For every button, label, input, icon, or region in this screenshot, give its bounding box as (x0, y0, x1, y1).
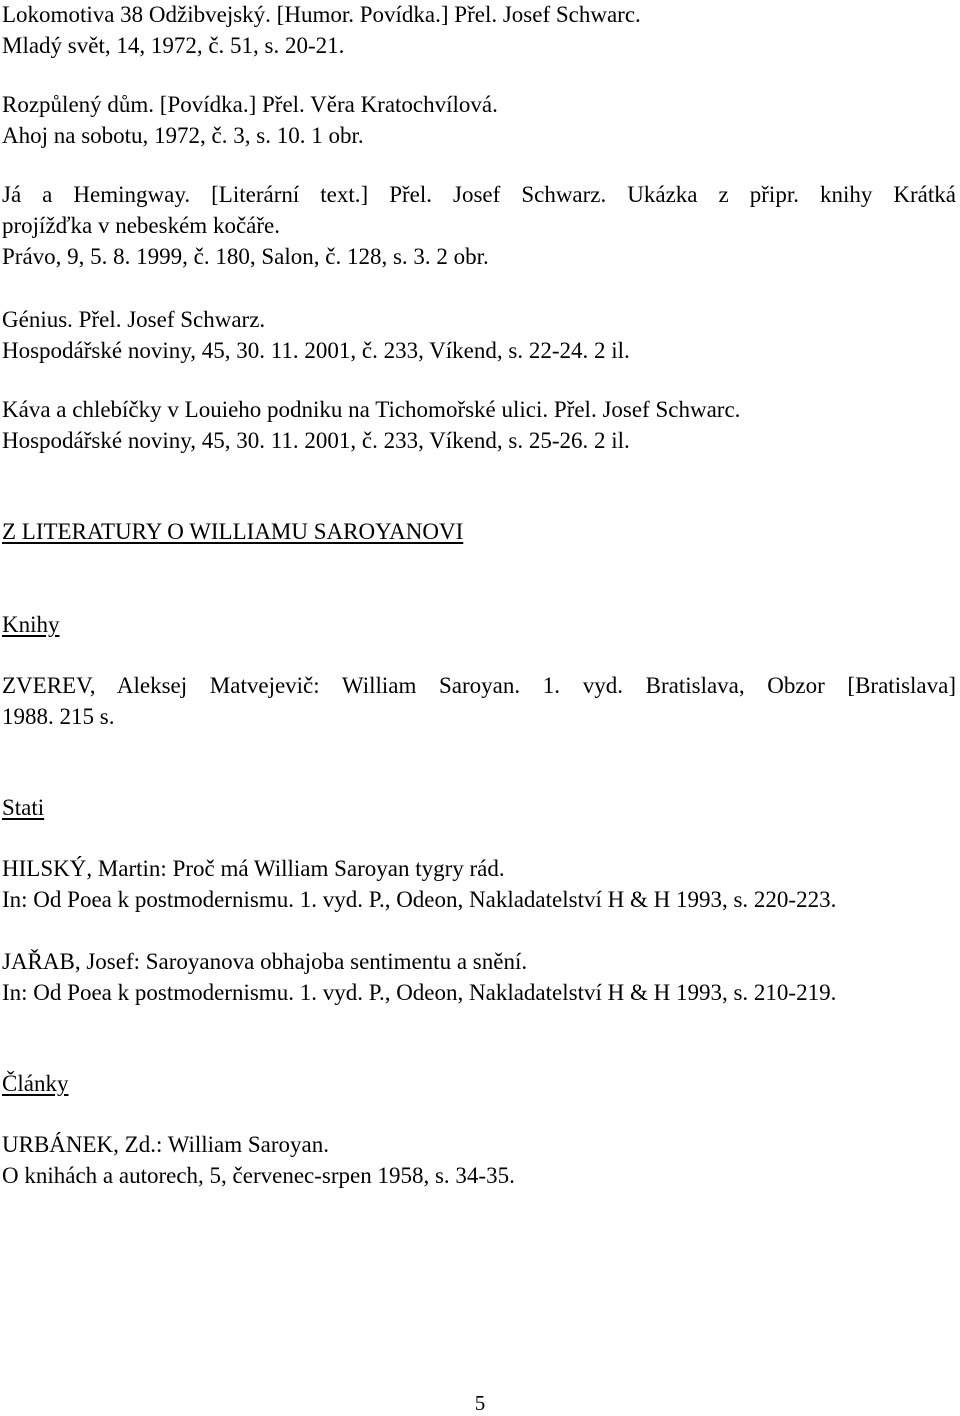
entry-line: O knihách a autorech, 5, červenec-srpen 1958, s. 34-35. (2, 1163, 515, 1188)
entry-line: Já a Hemingway. [Literární text.] Přel. Josef Schwarz. Ukázka z připr. knihy Krátká (2, 182, 956, 207)
entry-line: ZVEREV, Aleksej Matvejevič: William Saroyan. 1. vyd. Bratislava, Obzor [Bratislava] (2, 673, 956, 698)
entry-line: In: Od Poea k postmodernismu. 1. vyd. P., Odeon, Nakladatelství H & H 1993, s. 220-223. (2, 887, 837, 912)
entry-line: URBÁNEK, Zd.: William Saroyan. (2, 1132, 330, 1157)
entry-line: JAŘAB, Josef: Saroyanova obhajoba sentimentu a snění. (2, 949, 528, 974)
entry-line: projížďka v nebeském kočáře. (2, 213, 280, 238)
entry-line: Právo, 9, 5. 8. 1999, č. 180, Salon, č. 128, s. 3. 2 obr. (2, 244, 489, 269)
books-heading: Knihy (2, 612, 60, 637)
entry-line: Génius. Přel. Josef Schwarz. (2, 307, 266, 332)
entry-line: Mladý svět, 14, 1972, č. 51, s. 20-21. (2, 33, 345, 58)
articles-heading: Články (2, 1071, 69, 1096)
page-number: 5 (474, 1391, 486, 1415)
entry-line: 1988. 215 s. (2, 704, 115, 729)
entry-line: In: Od Poea k postmodernismu. 1. vyd. P., Odeon, Nakladatelství H & H 1993, s. 210-219. (2, 980, 837, 1005)
essays-heading: Stati (2, 795, 45, 820)
entry-line: Hospodářské noviny, 45, 30. 11. 2001, č. 233, Víkend, s. 22-24. 2 il. (2, 338, 630, 363)
entry-line: Lokomotiva 38 Odžibvejský. [Humor. Povídka.] Přel. Josef Schwarc. (2, 2, 641, 27)
entry-line: Hospodářské noviny, 45, 30. 11. 2001, č. 233, Víkend, s. 25-26. 2 il. (2, 428, 630, 453)
entry-line: Káva a chlebíčky v Louieho podniku na Tichomořské ulici. Přel. Josef Schwarc. (2, 397, 741, 422)
entry-line: Ahoj na sobotu, 1972, č. 3, s. 10. 1 obr. (2, 123, 364, 148)
entry-line: HILSKÝ, Martin: Proč má William Saroyan tygry rád. (2, 856, 505, 881)
entry-line: Rozpůlený dům. [Povídka.] Přel. Věra Kratochvílová. (2, 92, 498, 117)
section-title: Z LITERATURY O WILLIAMU SAROYANOVI (2, 519, 464, 544)
